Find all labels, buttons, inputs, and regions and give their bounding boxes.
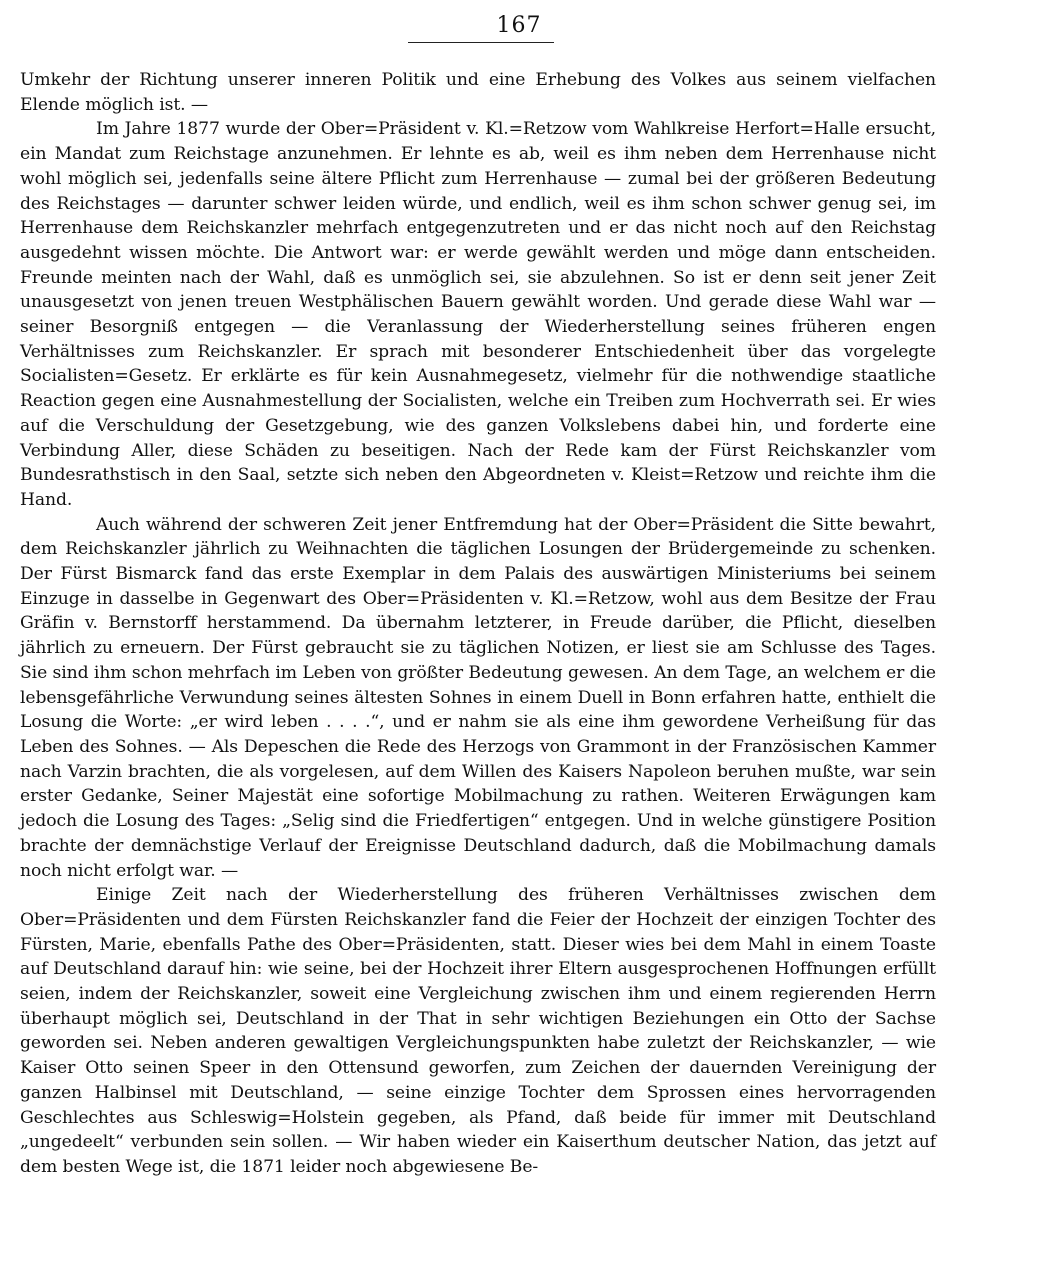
paragraph-continuation: Umkehr der Richtung unserer inneren Politik und eine Erhebung des Volkes aus seinem vielfachen Elende möglich ist. — [20, 70, 936, 115]
paragraph-losungen: Auch während der schweren Zeit jener Entfremdung hat der Ober=Präsident die Sitte bewahrt, dem Reichskanzler jährlich zu Weihnachten die täglichen Losungen der Brüdergemeinde zu schenken. Der Fürst Bismarck fand das erste Exemplar in dem Palais des auswärtigen Ministeriums bei seinem Einzuge in dasselbe in Gegenwart des Ober=Präsidenten v. Kl.=Retzow, wohl aus dem Besitze der Frau Gräfin v. Bernstorff herstammend. Da übernahm letzterer, in Freude darüber, die Pflicht, dieselben jährlich zu erneuern. Der Fürst gebraucht sie zu täglichen Notizen, er liest sie am Schlusse des Tages. Sie sind ihm schon mehrfach im Leben von größter Bedeutung gewesen. An dem Tage, an welchem er die lebensgefährliche Verwundung seines ältesten Sohnes in einem Duell in Bonn erfahren hatte, enthielt die Losung die Worte: „er wird leben . . . .“, und er nahm sie als eine ihm gewordene Verheißung für das Leben des Sohnes. — Als Depeschen die Rede des Herzogs von Grammont in der Französischen Kammer nach Varzin brachten, die als vorgelesen, auf dem Willen des Kaisers Napoleon beruhen mußte, war sein erster Gedanke, Seiner Majestät eine sofortige Mobilmachung zu rathen. Weiteren Erwägungen kam jedoch die Losung des Tages: „Selig sind die Friedfertigen“ entgegen. Und in welche günstigere Position brachte der demnächstige Verlauf der Ereignisse Deutschland dadurch, daß die Mobilmachung damals noch nicht erfolgt war. — [20, 514, 936, 881]
page-body [20, 68, 936, 1180]
paragraph-hochzeit: Einige Zeit nach der Wiederherstellung des früheren Verhältnisses zwischen dem Ober=Präsidenten und dem Fürsten Reichskanzler fand die Feier der Hochzeit der einzigen Tochter des Fürsten, Marie, ebenfalls Pathe des Ober=Präsidenten, statt. Dieser wies bei dem Mahl in einem Toaste auf Deutschland darauf hin: wie seine, bei der Hochzeit ihrer Eltern ausgesprochenen Hoffnungen erfüllt seien, indem der Reichskanzler, soweit eine Vergleichung zwischen ihm und einem regierenden Herrn überhaupt möglich sei, Deutschland in der That in sehr wichtigen Beziehungen ein Otto der Sachse geworden sei. Neben anderen gewaltigen Vergleichungspunkten habe zuletzt der Reichskanzler, — wie Kaiser Otto seinen Speer in den Ottensund geworfen, zum Zeichen der dauernden Vereinigung der ganzen Halbinsel mit Deutschland, — seine einzige Tochter dem Sprossen eines hervorragenden Geschlechtes aus Schleswig=Holstein gegeben, als Pfand, daß beide für immer mit Deutschland „ungedeelt“ verbunden sein sollen. — Wir haben wieder ein Kaiserthum deutscher Nation, das jetzt auf dem besten Wege ist, die 1871 leider noch abgewiesene Be- [20, 885, 936, 1177]
header-rule [408, 42, 554, 43]
page-number: 167 [496, 13, 542, 38]
paragraph-reichstag-mandate: Im Jahre 1877 wurde der Ober=Präsident v. Kl.=Retzow vom Wahlkreise Herfort=Halle ersucht, ein Mandat zum Reichstage anzunehmen. Er lehnte es ab, weil es ihm neben dem Herrenhause nicht wohl möglich sei, jedenfalls seine ältere Pflicht zum Herrenhause — zumal bei der größeren Bedeutung des Reichstages — darunter schwer leiden würde, und endlich, weil es ihm schon schwer genug sei, im Herrenhause dem Reichskanzler mehrfach entgegenzutreten und er das nicht noch auf den Reichstag ausgedehnt wissen möchte. Die Antwort war: er werde gewählt werden und möge dann entscheiden. Freunde meinten nach der Wahl, daß es unmöglich sei, sie abzulehnen. So ist er denn seit jener Zeit unausgesetzt von jenen treuen Westphälischen Bauern gewählt worden. Und gerade diese Wahl war — seiner Besorgniß entgegen — die Veranlassung der Wiederherstellung seines früheren engen Verhältnisses zum Reichskanzler. Er sprach mit besonderer Entschiedenheit über das vorgelegte Socialisten=Gesetz. Er erklärte es für kein Ausnahmegesetz, vielmehr für die nothwendige staatliche Reaction gegen eine Ausnahmestellung der Socialisten, welche ein Treiben zum Hochverrath sei. Er wies auf die Verschuldung der Gesetzgebung, wie des ganzen Volkslebens dabei hin, und forderte eine Verbindung Aller, diese Schäden zu beseitigen. Nach der Rede kam der Fürst Reichskanzler vom Bundesrathstisch in den Saal, setzte sich neben den Abgeordneten v. Kleist=Retzow und reichte ihm die Hand. [20, 119, 936, 510]
